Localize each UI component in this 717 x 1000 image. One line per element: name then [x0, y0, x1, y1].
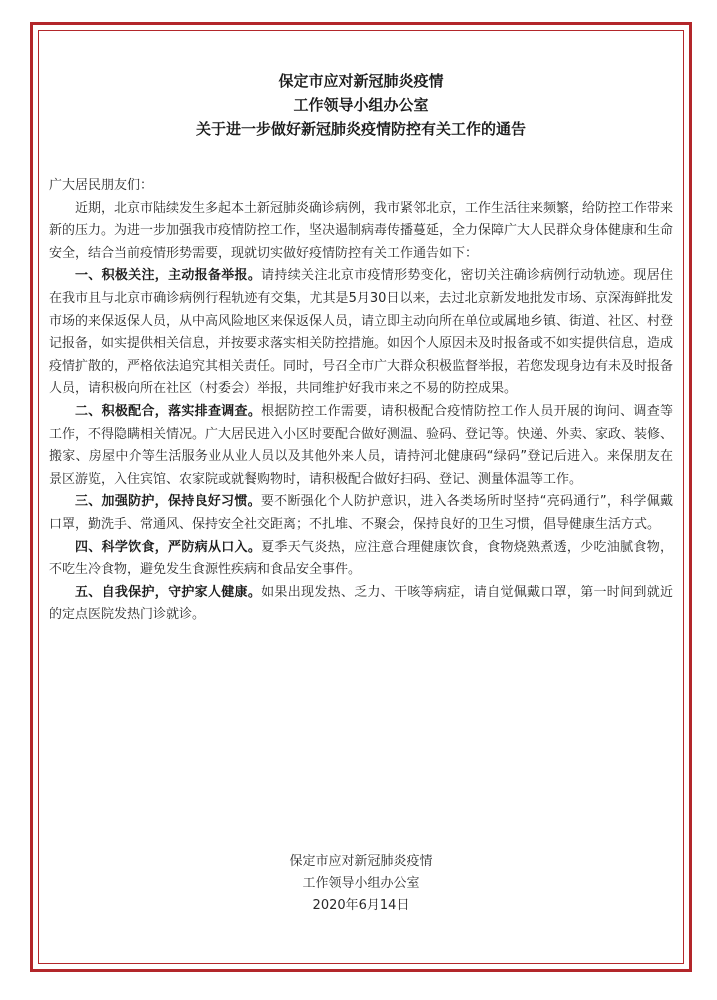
notice-title: [33, 69, 689, 141]
section-paragraph: [49, 582, 673, 627]
section-body: 根据防控工作需要，请积极配合疫情防控工作人员开展的询问、调查等工作，不得隐瞒相关情况。广大居民进入小区时要配合做好测温、验码、登记等。快递、外卖、家政、装修、搬家、房屋中介等生活服务业从业人员以及其他外来人员，请持河北健康码“绿码”登记后进入。来保朋友在景区游览，入住宾馆、农家院或就餐购物时，请积极配合做好扫码、登记、测量体温等工作。: [49, 403, 674, 487]
signature-date: 2020年6月14日: [312, 898, 410, 913]
section-paragraph: [49, 401, 673, 491]
title-line-issuer: 保定市应对新冠肺炎疫情: [278, 72, 444, 90]
signature-issuer: 保定市应对新冠肺炎疫情: [289, 854, 433, 869]
section-paragraph: [49, 537, 673, 582]
intro-paragraph: 近期，北京市陆续发生多起本土新冠肺炎确诊病例，我市紧邻北京，工作生活往来频繁，给防控工作带来新的压力。为进一步加强我市疫情防控工作，坚决遏制病毒传播蔓延，全力保障广大人民群众身体健康和生命安全，结合当前疫情形势需要，现就切实做好疫情防控有关工作通告如下：: [49, 200, 674, 261]
signature-block: [33, 851, 689, 917]
notice-body: [49, 175, 673, 627]
title-line-office: 工作领导小组办公室: [293, 96, 429, 114]
section-body: 夏季天气炎热，应注意合理健康饮食，食物烧熟煮透，少吃油腻食物，不吃生冷食物，避免发生食源性疾病和食品安全事件。: [49, 539, 673, 578]
section-body: 请持续关注北京市疫情形势变化，密切关注确诊病例行动轨迹。现居住在我市且与北京市确诊病例行程轨迹有交集，尤其是5月30日以来，去过北京新发地批发市场、京深海鲜批发市场的来保返保人员，从中高风险地区来保返保人员，请立即主动向所在单位或属地乡镇、街道、社区、村登记报备，如实提供相关信息，并按要求落实相关防控措施。如因个人原因未及时报备或不如实提供信息，造成疫情扩散的，严格依法追究其相关责任。同时，号召全市广大群众积极监督举报，若您发现身边有未及时报备人员，请积极向所在社区（村委会）举报，共同维护好我市来之不易的防控成果。: [49, 268, 674, 397]
section-paragraph: [49, 491, 673, 536]
section-heading: 五、自我保护，守护家人健康。: [75, 584, 262, 600]
section-paragraph: [49, 265, 673, 401]
greeting: 广大居民朋友们：: [49, 178, 154, 193]
signature-office: 工作领导小组办公室: [302, 876, 420, 891]
section-heading: 一、积极关注，主动报备举报。: [75, 268, 262, 284]
title-line-subject: 关于进一步做好新冠肺炎疫情防控有关工作的通告: [195, 120, 526, 138]
section-heading: 二、积极配合，落实排查调查。: [75, 403, 262, 419]
section-body: 如果出现发热、乏力、干咳等病症，请自觉佩戴口罩，第一时间到就近的定点医院发热门诊就诊。: [49, 584, 673, 623]
section-body: 要不断强化个人防护意识，进入各类场所时坚持“亮码通行”，科学佩戴口罩，勤洗手、常通风、保持安全社交距离；不扎堆、不聚会，保持良好的卫生习惯，倡导健康生活方式。: [49, 494, 673, 532]
section-heading: 三、加强防护，保持良好习惯。: [75, 494, 261, 510]
section-heading: 四、科学饮食，严防病从口入。: [75, 539, 262, 555]
document-frame: [30, 22, 692, 972]
